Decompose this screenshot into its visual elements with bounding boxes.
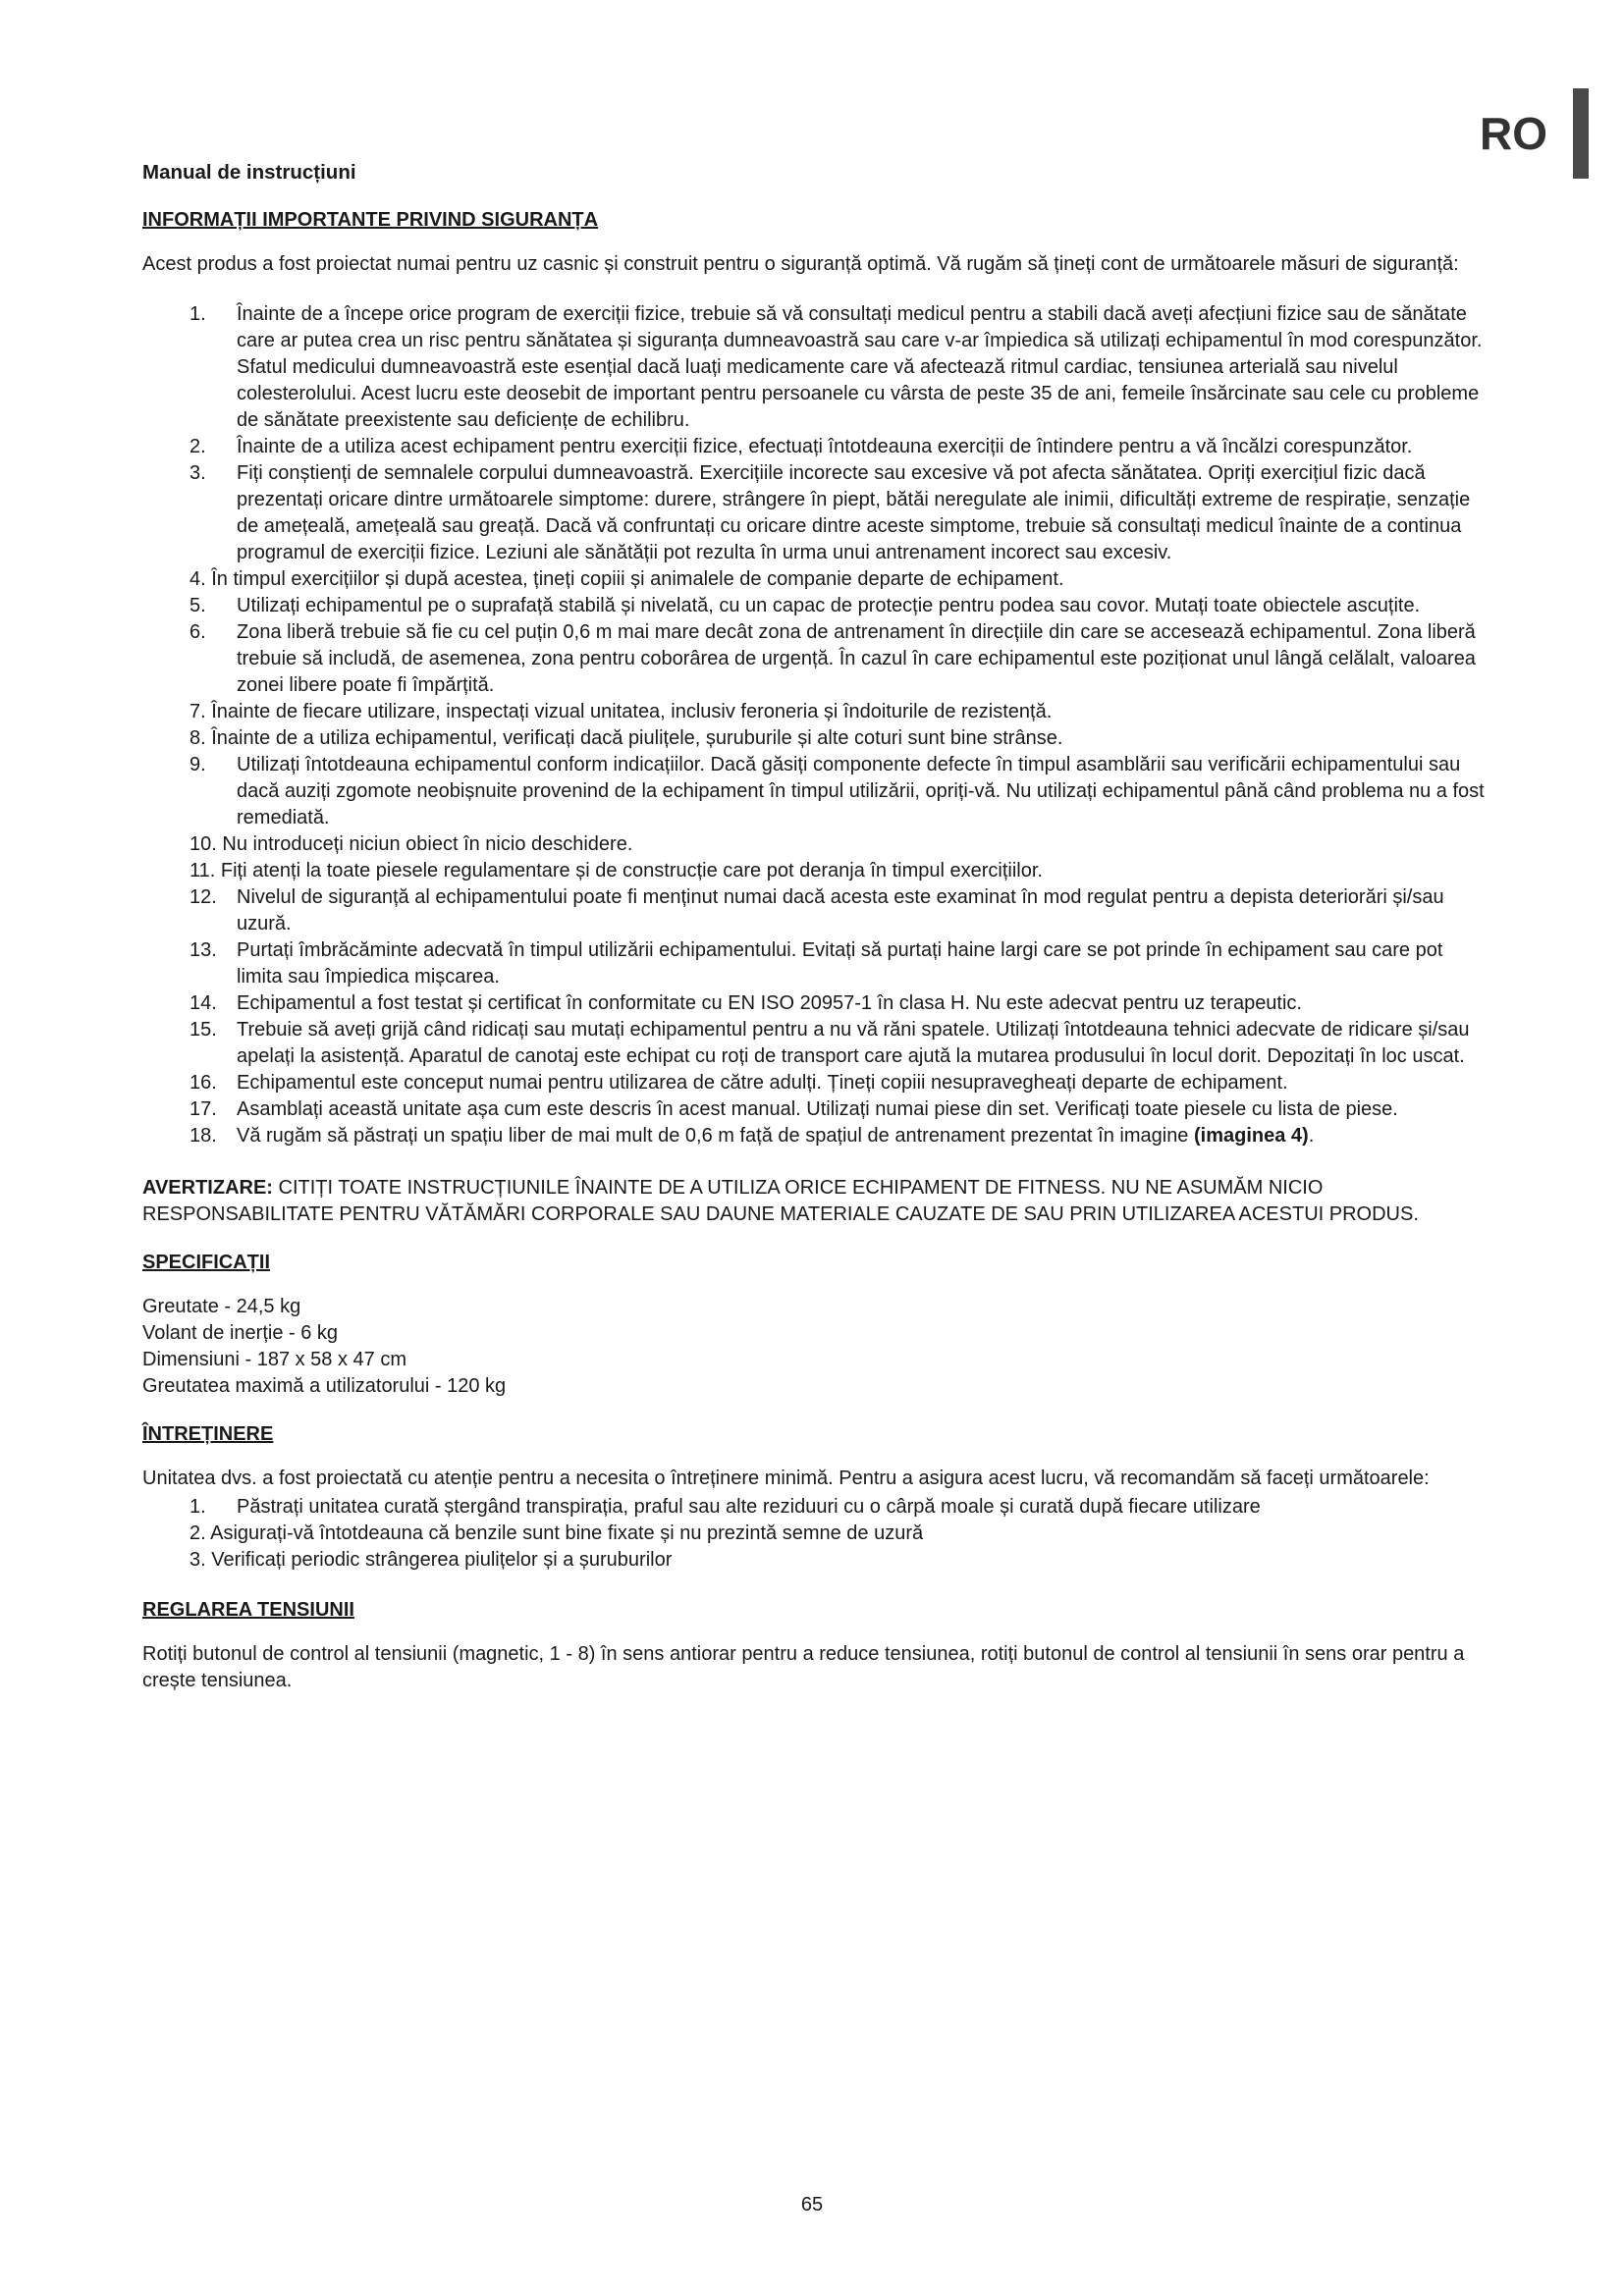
list-item-number: 9. — [189, 754, 206, 775]
tension-heading: REGLAREA TENSIUNII — [142, 1599, 354, 1621]
safety-item — [142, 460, 1488, 566]
list-item-number: 16. — [189, 1072, 217, 1094]
list-item-text: Înainte de a utiliza echipamentul, verificați dacă piulițele, șuruburile și alte coturi sunt bine strânse. — [211, 727, 1063, 749]
maintenance-intro: Unitatea dvs. a fost proiectată cu atenție pentru a necesita o întreținere minimă. Pentru a asigura acest lucru, vă recomandăm să faceți următoarele: — [142, 1468, 1430, 1489]
list-item-text: Utilizați întotdeauna echipamentul conform indicațiilor. Dacă găsiți componente defecte în timpul asamblării sau verificării echipamentului sau dacă auziți zgomote neobișnuite provenind de la echipament în timpul utilizării, opriți-vă. Nu utilizați echipamentul până când problema nu a fost remediată. — [237, 754, 1485, 828]
specs-heading: SPECIFICAȚII — [142, 1252, 271, 1273]
list-item-text: Nivelul de siguranță al echipamentului poate fi menținut numai dacă acesta este examinat în mod regulat pentru a depista deteriorări și/sau uzură. — [237, 886, 1444, 934]
specs-list — [142, 1294, 1488, 1400]
list-item-number: 1. — [189, 303, 206, 325]
safety-item — [142, 752, 1488, 831]
maintenance-heading: ÎNTREȚINERE — [142, 1423, 274, 1445]
list-item-text: Asamblați această unitate așa cum este descris în acest manual. Utilizați numai piese din set. Verificați toate piesele cu lista de piese. — [237, 1098, 1398, 1120]
safety-item — [142, 1123, 1488, 1149]
list-item-text: Păstrați unitatea curată ștergând transpirația, praful sau alte reziduuri cu o cârpă moale și curată după fiecare utilizare — [237, 1496, 1261, 1518]
safety-item — [142, 884, 1488, 937]
list-item-text: Vă rugăm să păstrați un spațiu liber de mai mult de 0,6 m față de spațiul de antrenament prezentat în imagine — [237, 1125, 1194, 1147]
warning-paragraph — [142, 1175, 1488, 1228]
safety-heading: INFORMAȚII IMPORTANTE PRIVIND SIGURANȚA — [142, 209, 599, 231]
safety-item — [142, 301, 1488, 434]
document-body — [142, 159, 1488, 1694]
safety-item — [142, 566, 1488, 593]
safety-item — [142, 699, 1488, 725]
spec-item: Greutate - 24,5 kg — [142, 1296, 301, 1317]
list-item-number: 8. — [189, 727, 206, 749]
maintenance-item — [142, 1521, 1488, 1547]
list-item-text: Înainte de fiecare utilizare, inspectați vizual unitatea, inclusiv feroneria și îndoiturile de rezistență. — [211, 701, 1053, 722]
list-item-number: 5. — [189, 595, 206, 616]
list-item-text: Asigurați-vă întotdeauna că benzile sunt bine fixate și nu prezintă semne de uzură — [210, 1522, 924, 1544]
tension-text: Rotiți butonul de control al tensiunii (magnetic, 1 - 8) în sens antiorar pentru a reduce tensiunea, rotiți butonul de control al tensiunii în sens orar pentru a crește tensiunea. — [142, 1643, 1465, 1691]
safety-item — [142, 1017, 1488, 1070]
list-item-text: Fiți atenți la toate piesele regulamentare și de construcție care pot deranja în timpul exercițiilor. — [220, 860, 1043, 881]
list-item-text: Zona liberă trebuie să fie cu cel puțin 0,6 m mai mare decât zona de antrenament în direcțiile din care se accesează echipamentul. Zona liberă trebuie să includă, de asemenea, zona pentru coborârea de urgență. În cazul în care echipamentul este poziționat unul lângă celălalt, valoarea zonei libere poate fi împărțită. — [237, 621, 1476, 696]
list-item-number: 14. — [189, 992, 217, 1014]
safety-item — [142, 434, 1488, 460]
safety-item — [142, 593, 1488, 619]
safety-item — [142, 858, 1488, 884]
warning-text: CITIȚI TOATE INSTRUCȚIUNILE ÎNAINTE DE A UTILIZA ORICE ECHIPAMENT DE FITNESS. NU NE ASUMĂM NICIO RESPONSABILITATE PENTRU VĂTĂMĂRI CORPORALE SAU DAUNE MATERIALE CAUZATE DE SAU PRIN UTILIZAREA ACESTUI PRODUS. — [142, 1177, 1419, 1225]
maintenance-list — [142, 1494, 1488, 1574]
maintenance-item — [142, 1547, 1488, 1574]
list-item-emphasis: (imaginea 4) — [1194, 1125, 1309, 1147]
list-item-text: Verificați periodic strângerea piulițelor și a șuruburilor — [211, 1549, 673, 1571]
doc-title: Manual de instrucțiuni — [142, 161, 356, 184]
list-item-number: 18. — [189, 1125, 217, 1147]
list-item-number: 3. — [189, 1549, 206, 1571]
safety-list — [142, 301, 1488, 1149]
spec-item: Greutatea maximă a utilizatorului - 120 kg — [142, 1375, 507, 1397]
list-item-number: 7. — [189, 701, 206, 722]
language-tab — [1480, 88, 1589, 179]
maintenance-item — [142, 1494, 1488, 1521]
safety-item — [142, 990, 1488, 1017]
safety-item — [142, 1070, 1488, 1096]
spec-item: Dimensiuni - 187 x 58 x 47 cm — [142, 1349, 407, 1370]
list-item-number: 6. — [189, 621, 206, 643]
safety-item — [142, 1096, 1488, 1123]
list-item-number: 10. — [189, 833, 217, 855]
list-item-text: În timpul exercițiilor și după acestea, țineți copiii și animalele de companie departe de echipament. — [211, 568, 1064, 590]
list-item-number: 15. — [189, 1019, 217, 1041]
list-item-number: 3. — [189, 462, 206, 484]
warning-label: AVERTIZARE: — [142, 1177, 273, 1199]
list-item-text: Nu introduceți niciun obiect în nicio deschidere. — [222, 833, 633, 855]
list-item-text: Înainte de a începe orice program de exerciții fizice, trebuie să vă consultați medicul pentru a stabili dacă aveți afecțiuni fizice sau de sănătate care ar putea crea un risc pentru sănătatea și siguranța dumneavoastră sau care v-ar împiedica să utilizați echipamentul în mod corespunzător. Sfatul medicului dumneavoastră este esențial dacă luați medicamente care vă afectează ritmul cardiac, tensiunea arterială sau nivelul colesterolului. Acest lucru este deosebit de important pentru persoanele cu vârsta de peste 35 de ani, femeile însărcinate sau cele cu probleme de sănătate preexistente sau deficiențe de echilibru. — [237, 303, 1483, 431]
language-code: RO — [1480, 108, 1547, 159]
list-item-number: 2. — [189, 436, 206, 457]
list-item-number: 4. — [189, 568, 206, 590]
list-item-number: 12. — [189, 886, 217, 908]
safety-intro: Acest produs a fost proiectat numai pentru uz casnic și construit pentru o siguranță optimă. Vă rugăm să țineți cont de următoarele măsuri de siguranță: — [142, 253, 1459, 275]
list-item-text: Fiți conștienți de semnalele corpului dumneavoastră. Exercițiile incorecte sau excesive vă pot afecta sănătatea. Opriți exercițiul fizic dacă prezentați oricare dintre următoarele simptome: durere, strângere în piept, bătăi neregulate ale inimii, dificultăți extreme de respirație, senzație de amețeală, amețeală sau greață. Dacă vă confruntați cu oricare dintre aceste simptome, trebuie să consultați medicul înainte de a continua programul de exerciții fizice. Leziuni ale sănătății pot rezulta în urma unui antrenament incorect sau excesiv. — [237, 462, 1471, 563]
list-item-number: 13. — [189, 939, 217, 961]
language-tab-bar — [1573, 88, 1589, 179]
safety-item — [142, 831, 1488, 858]
safety-item — [142, 619, 1488, 699]
list-item-number: 11. — [189, 860, 216, 881]
list-item-text: Înainte de a utiliza acest echipament pentru exerciții fizice, efectuați întotdeauna exerciții de întindere pentru a vă încălzi corespunzător. — [237, 436, 1413, 457]
list-item-text: Trebuie să aveți grijă când ridicați sau mutați echipamentul pentru a nu vă răni spatele. Utilizați întotdeauna tehnici adecvate de ridicare și/sau apelați la asistență. Aparatul de canotaj este echipat cu roți de transport care ajută la mutarea produsului în locul dorit. Depozitați în loc uscat. — [237, 1019, 1470, 1067]
list-item-text: Utilizați echipamentul pe o suprafață stabilă și nivelată, cu un capac de protecție pentru podea sau covor. Mutați toate obiectele ascuțite. — [237, 595, 1421, 616]
list-item-text: Purtați îmbrăcăminte adecvată în timpul utilizării echipamentului. Evitați să purtați haine largi care se pot prinde în echipament sau care pot limita sau împiedica mișcarea. — [237, 939, 1443, 988]
page-number: 65 — [800, 2194, 824, 2216]
list-item-number: 2. — [189, 1522, 206, 1544]
safety-item — [142, 725, 1488, 752]
list-item-number: 1. — [189, 1496, 206, 1518]
list-item-text: Echipamentul a fost testat și certificat în conformitate cu EN ISO 20957-1 în clasa H. Nu este adecvat pentru uz terapeutic. — [237, 992, 1302, 1014]
list-item-suffix: . — [1308, 1125, 1315, 1147]
list-item-number: 17. — [189, 1098, 217, 1120]
spec-item: Volant de inerție - 6 kg — [142, 1322, 339, 1344]
list-item-text: Echipamentul este conceput numai pentru utilizarea de către adulți. Țineți copiii nesupravegheați departe de echipament. — [237, 1072, 1288, 1094]
safety-item — [142, 937, 1488, 990]
